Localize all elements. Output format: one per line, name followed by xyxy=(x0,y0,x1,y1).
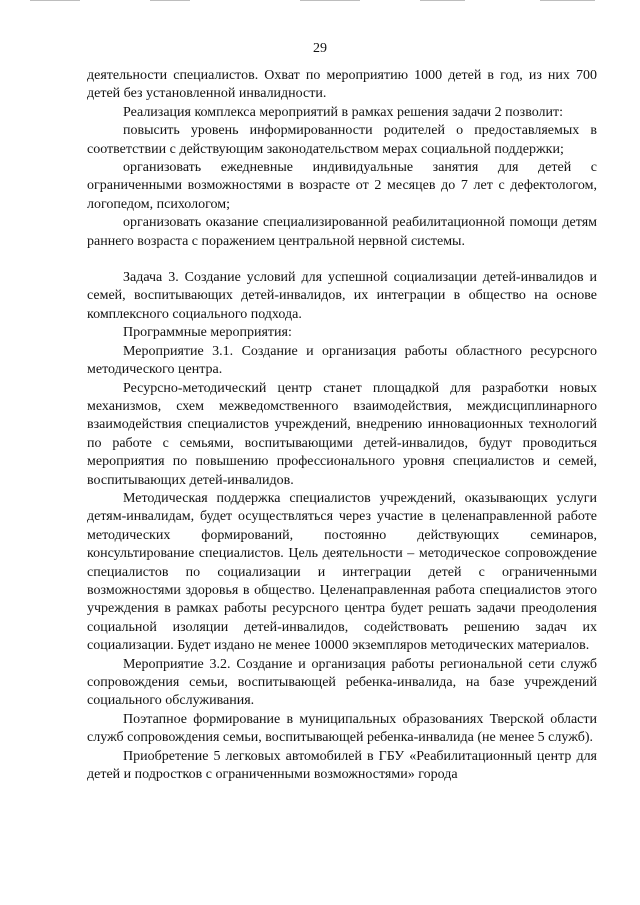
paragraph-phased-formation: Поэтапное формирование в муниципальных образованиях Тверской области служб сопровождения семьи, воспитывающей ребенка-инвалида (не менее 5 служб). xyxy=(87,711,597,746)
paragraph-task3-heading: Задача 3. Создание условий для успешной социализации детей-инвалидов и семей, воспитывающих детей-инвалидов, их интеграции в общество на основе комплексного социального подхода. xyxy=(87,270,597,322)
paragraph-task2-outcome-intro: Реализация комплекса мероприятий в рамках решения задачи 2 позволит: xyxy=(123,104,564,120)
paragraph-methodical-support: Методическая поддержка специалистов учреждений, оказывающих услуги детям-инвалидам, будет осуществляться через участие в целенаправленной работе методических формирований, постоянно действующих семинаров, консультирование специалистов. Цель деятельности – методическое сопровождение специалистов по социализации и интеграции детей с ограниченными возможностями здоровья в общество. Целенаправленная работа специалистов этого учреждения в рамках работы ресурсного центра будет решать задачи преодоления социальной изоляции детей-инвалидов, содействовать решению задач их социализации. Будет издано не менее 10000 экземпляров методических материалов. xyxy=(87,490,597,654)
paragraph-outcome-2: организовать ежедневные индивидуальные занятия для детей с ограниченными возможностями в возрасте от 2 месяцев до 7 лет с дефектологом, логопедом, психологом; xyxy=(87,160,597,212)
paragraph-continuation: деятельности специалистов. Охват по мероприятию 1000 детей в год, из них 700 детей без установленной инвалидности. xyxy=(87,68,597,102)
page-number: 29 xyxy=(313,41,327,56)
paragraph-vehicle-purchase: Приобретение 5 легковых автомобилей в ГБУ «Реабилитационный центр для детей и подростков с ограниченными возможностями» города xyxy=(87,748,597,783)
paragraph-outcome-1: повысить уровень информированности родителей о предоставляемых в соответствии с действующим законодательством мерах социальной поддержки; xyxy=(87,123,597,157)
paragraph-resource-center: Ресурсно-методический центр станет площадкой для разработки новых механизмов, схем межведомственного взаимодействия, междисциплинарного взаимодействия специалистов учреждений, внедрению инновационных технологий по работе с семьями, воспитывающими детей-инвалидов, будут проводиться мероприятия по повышению профессионального уровня специалистов и семей, воспитывающих детей-инвалидов. xyxy=(87,380,597,488)
paragraph-activity-3-1: Мероприятие 3.1. Создание и организация работы областного ресурсного методического центра. xyxy=(87,343,597,378)
paragraph-outcome-3: организовать оказание специализированной реабилитационной помощи детям раннего возраста с поражением центральной нервной системы. xyxy=(87,215,597,249)
document-body xyxy=(87,67,597,784)
paragraph-program-activities: Программные мероприятия: xyxy=(123,325,292,341)
paragraph-activity-3-2: Мероприятие 3.2. Создание и организация работы региональной сети служб сопровождения семьи, воспитывающей ребенка-инвалида, на базе учреждений социального обслуживания. xyxy=(87,656,597,709)
scan-top-edge xyxy=(0,0,640,3)
